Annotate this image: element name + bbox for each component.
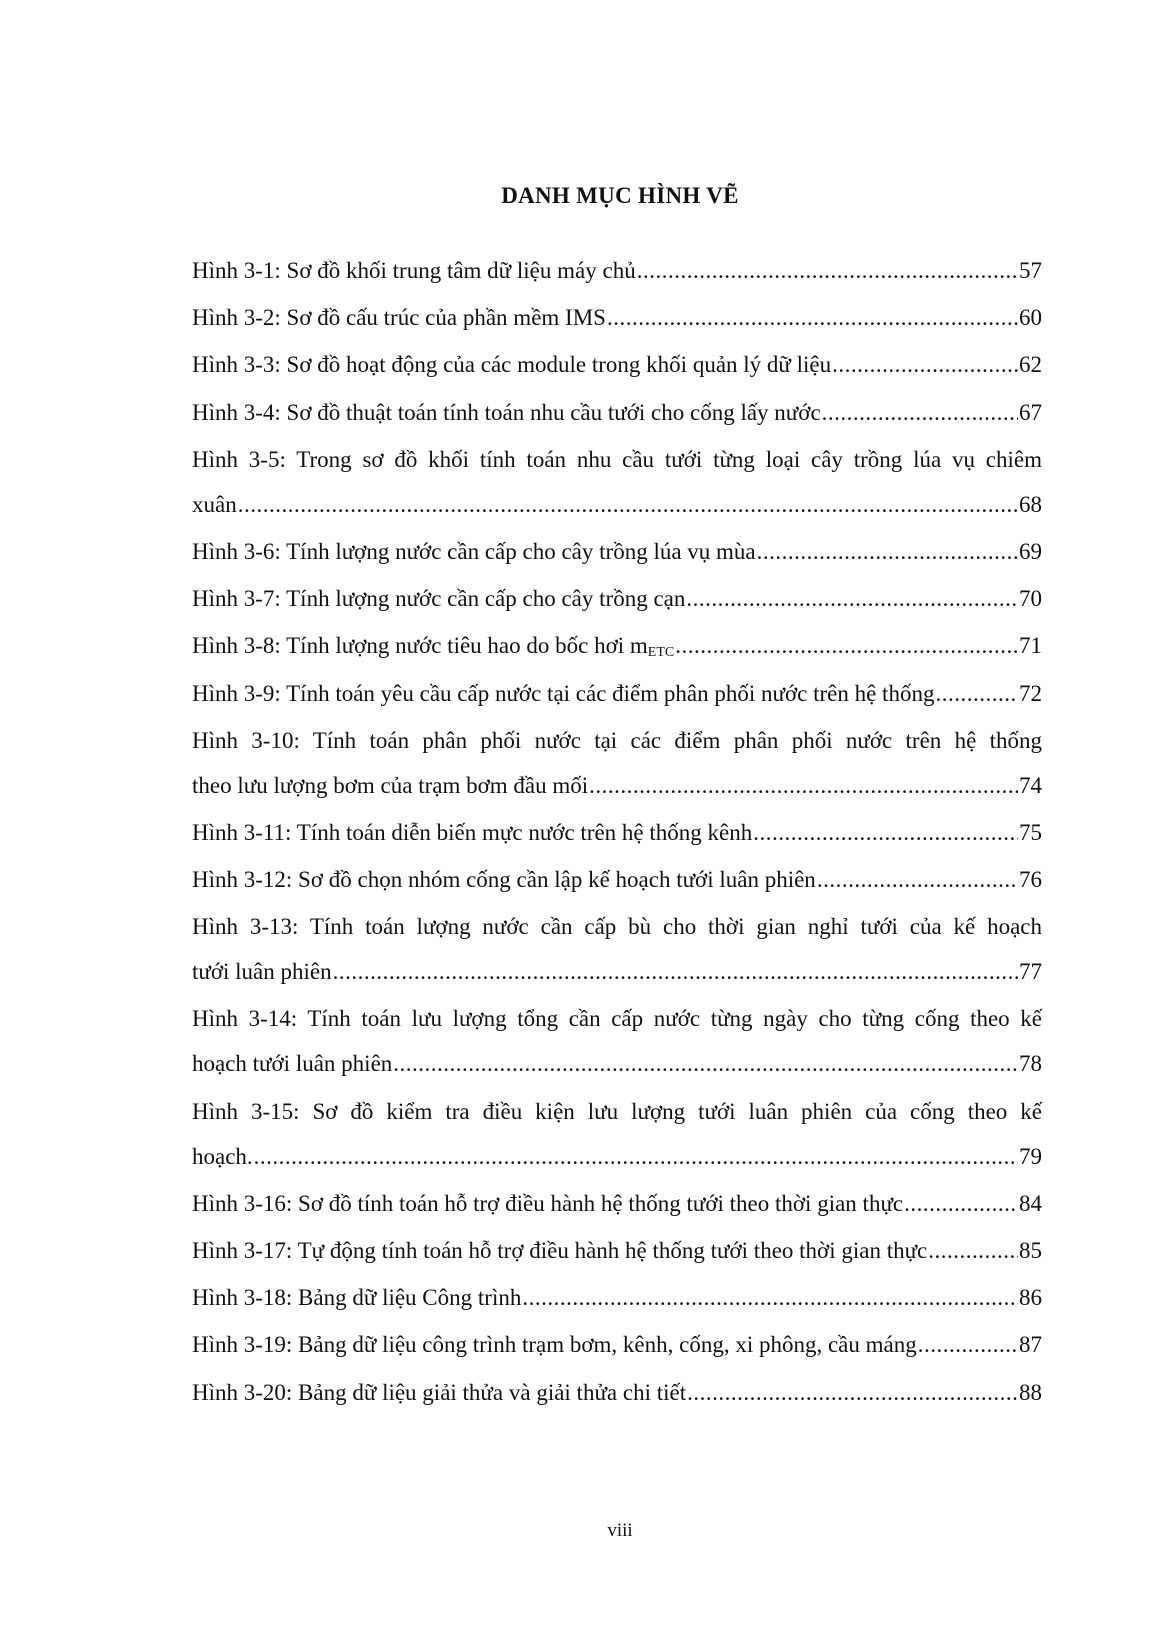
figure-caption bbox=[192, 1275, 521, 1320]
figure-entry[interactable] bbox=[192, 295, 1042, 340]
figure-entry[interactable] bbox=[192, 576, 1042, 621]
figure-entry[interactable] bbox=[192, 623, 1042, 668]
figure-entry-line bbox=[192, 623, 1042, 668]
figure-entry[interactable] bbox=[192, 390, 1042, 435]
page-number: 69 bbox=[1019, 538, 1042, 564]
figure-caption-text: Hình 3-12: Sơ đồ chọn nhóm cống cần lập kế hoạch tưới luân phiên bbox=[192, 867, 816, 893]
figure-entry-first-line: Hình 3-15: Sơ đồ kiểm tra điều kiện lưu lượng tưới luân phiên của cống theo kế bbox=[192, 1098, 1042, 1124]
page-number: 77 bbox=[1019, 959, 1042, 985]
figure-entry[interactable] bbox=[192, 904, 1042, 994]
dot-leader bbox=[637, 248, 1018, 293]
figure-entry[interactable] bbox=[192, 810, 1042, 855]
figure-entry-line bbox=[192, 576, 1042, 621]
figure-entry-line bbox=[192, 1134, 1042, 1179]
figure-caption bbox=[192, 623, 674, 668]
page-number: 68 bbox=[1019, 491, 1042, 517]
dot-leader bbox=[832, 342, 1018, 387]
figure-caption-text: Hình 3-18: Bảng dữ liệu Công trình bbox=[192, 1285, 522, 1311]
dot-leader bbox=[822, 390, 1018, 435]
page-number: 87 bbox=[1019, 1332, 1042, 1358]
figure-caption bbox=[192, 1181, 903, 1226]
figure-caption-text: Hình 3-3: Sơ đồ hoạt động của các module trong khối quản lý dữ liệu bbox=[192, 352, 832, 378]
figure-caption-text: Hình 3-11: Tính toán diễn biến mực nước trên hệ thống kênh bbox=[192, 819, 753, 845]
figure-entry[interactable] bbox=[192, 857, 1042, 902]
figure-caption bbox=[192, 1134, 253, 1179]
dot-leader bbox=[753, 810, 1018, 855]
figure-entry-line bbox=[192, 1181, 1042, 1226]
figure-entry[interactable] bbox=[192, 718, 1042, 808]
page-number: 85 bbox=[1019, 1238, 1042, 1263]
dot-leader bbox=[686, 576, 1018, 621]
figure-entry[interactable] bbox=[192, 996, 1042, 1086]
figure-entry-line bbox=[192, 671, 1042, 716]
page-number: 72 bbox=[1019, 680, 1042, 706]
figure-entry-line bbox=[192, 1228, 1042, 1273]
figure-entry-line bbox=[192, 529, 1042, 574]
figure-entry-line bbox=[192, 1041, 1042, 1086]
figure-entry[interactable] bbox=[192, 1089, 1042, 1179]
dot-leader bbox=[817, 857, 1018, 902]
figure-entry[interactable] bbox=[192, 1322, 1042, 1367]
figure-caption bbox=[192, 482, 237, 527]
figure-entry-line bbox=[192, 949, 1042, 994]
dot-leader bbox=[238, 482, 1018, 527]
figure-entry-line bbox=[192, 857, 1042, 902]
figure-entry[interactable] bbox=[192, 1370, 1042, 1415]
figure-entry-line bbox=[192, 1370, 1042, 1415]
figure-entry[interactable] bbox=[192, 437, 1042, 527]
figure-caption bbox=[192, 390, 821, 435]
figure-caption bbox=[192, 763, 588, 808]
figure-caption-text: hoạch. bbox=[192, 1143, 253, 1169]
page-number: 74 bbox=[1019, 772, 1042, 798]
subscript: ETC bbox=[647, 645, 675, 661]
figure-entry[interactable] bbox=[192, 1275, 1042, 1320]
figure-caption-text: tưới luân phiên bbox=[192, 959, 332, 985]
figure-caption bbox=[192, 949, 332, 994]
figure-caption bbox=[192, 1370, 686, 1415]
figure-entry-first-line: Hình 3-14: Tính toán lưu lượng tổng cần cấp nước từng ngày cho từng cống theo kế bbox=[192, 1006, 1042, 1032]
dot-leader bbox=[607, 295, 1018, 340]
page-number: 57 bbox=[1019, 258, 1042, 283]
figure-caption bbox=[192, 248, 636, 293]
dot-leader bbox=[589, 763, 1018, 808]
figure-entry[interactable] bbox=[192, 248, 1042, 293]
page-number-footer: viii bbox=[607, 1520, 633, 1541]
page-number: 62 bbox=[1019, 352, 1042, 378]
figure-caption-text: Hình 3-8: Tính lượng nước tiêu hao do bốc hơi m bbox=[192, 633, 648, 659]
figure-entry-line bbox=[192, 482, 1042, 527]
figure-caption-text: Hình 3-19: Bảng dữ liệu công trình trạm bơm, kênh, cống, xi phông, cầu máng bbox=[192, 1332, 917, 1358]
dot-leader bbox=[254, 1134, 1018, 1179]
dot-leader bbox=[928, 1228, 1018, 1273]
figure-caption-text: Hình 3-17: Tự động tính toán hỗ trợ điều hành hệ thống tưới theo thời gian thực bbox=[192, 1238, 928, 1263]
figure-entry-line bbox=[192, 810, 1042, 855]
page-number: 71 bbox=[1019, 633, 1042, 659]
figure-caption bbox=[192, 857, 816, 902]
figure-list bbox=[192, 248, 1042, 1417]
figure-caption bbox=[192, 529, 756, 574]
page-number: 76 bbox=[1019, 867, 1042, 893]
figure-caption bbox=[192, 1041, 392, 1086]
figure-caption bbox=[192, 1228, 927, 1273]
page-number: 88 bbox=[1019, 1379, 1042, 1405]
figure-caption-text: Hình 3-7: Tính lượng nước cần cấp cho cây trồng cạn bbox=[192, 586, 686, 612]
page-number: 67 bbox=[1019, 399, 1042, 425]
page-title: DANH MỤC HÌNH VẼ bbox=[501, 183, 739, 208]
figure-caption-text: Hình 3-9: Tính toán yêu cầu cấp nước tại các điểm phân phối nước trên hệ thống bbox=[192, 680, 935, 706]
dot-leader bbox=[687, 1370, 1018, 1415]
page-number: 70 bbox=[1019, 586, 1042, 612]
figure-entry-line bbox=[192, 763, 1042, 808]
page-number: 78 bbox=[1019, 1051, 1042, 1077]
page-number: 86 bbox=[1019, 1285, 1042, 1311]
figure-caption bbox=[192, 1322, 917, 1367]
figure-entry-line bbox=[192, 1275, 1042, 1320]
dot-leader bbox=[757, 529, 1018, 574]
page-number: 75 bbox=[1019, 819, 1042, 845]
figure-entry-line bbox=[192, 1322, 1042, 1367]
dot-leader bbox=[333, 949, 1018, 994]
figure-entry-line bbox=[192, 248, 1042, 293]
figure-caption-text: Hình 3-2: Sơ đồ cấu trúc của phần mềm IMS bbox=[192, 305, 606, 331]
figure-caption-text: Hình 3-4: Sơ đồ thuật toán tính toán nhu cầu tưới cho cống lấy nước bbox=[192, 399, 821, 425]
figure-caption-text: theo lưu lượng bơm của trạm bơm đầu mối bbox=[192, 772, 589, 798]
figure-caption bbox=[192, 295, 606, 340]
figure-caption bbox=[192, 671, 934, 716]
dot-leader bbox=[675, 623, 1018, 668]
dot-leader bbox=[904, 1181, 1018, 1226]
figure-entry-first-line: Hình 3-5: Trong sơ đồ khối tính toán nhu cầu tưới từng loại cây trồng lúa vụ chiêm bbox=[192, 446, 1042, 472]
figure-entry[interactable] bbox=[192, 529, 1042, 574]
figure-caption-text: Hình 3-16: Sơ đồ tính toán hỗ trợ điều hành hệ thống tưới theo thời gian thực bbox=[192, 1190, 904, 1216]
figure-entry-line bbox=[192, 295, 1042, 340]
dot-leader bbox=[393, 1041, 1018, 1086]
figure-entry[interactable] bbox=[192, 342, 1042, 387]
figure-caption-text: Hình 3-20: Bảng dữ liệu giải thửa và giải thửa chi tiết bbox=[192, 1379, 687, 1405]
figure-caption-text: hoạch tưới luân phiên bbox=[192, 1051, 393, 1077]
figure-entry-first-line: Hình 3-10: Tính toán phân phối nước tại các điểm phân phối nước trên hệ thống bbox=[192, 727, 1042, 753]
figure-entry[interactable] bbox=[192, 671, 1042, 716]
page-number: 60 bbox=[1019, 305, 1042, 331]
figure-caption bbox=[192, 576, 685, 621]
figure-entry[interactable] bbox=[192, 1181, 1042, 1226]
figure-entry-line bbox=[192, 390, 1042, 435]
figure-entry-line bbox=[192, 342, 1042, 387]
dot-leader bbox=[918, 1322, 1018, 1367]
figure-caption-text: Hình 3-1: Sơ đồ khối trung tâm dữ liệu máy chủ bbox=[192, 258, 636, 283]
figure-caption-text: xuân bbox=[192, 491, 237, 517]
page-number: 84 bbox=[1019, 1190, 1042, 1216]
figure-entry[interactable] bbox=[192, 1228, 1042, 1273]
figure-caption bbox=[192, 342, 831, 387]
page-number: 79 bbox=[1019, 1143, 1042, 1169]
dot-leader bbox=[522, 1275, 1018, 1320]
figure-entry-first-line: Hình 3-13: Tính toán lượng nước cần cấp bù cho thời gian nghỉ tưới của kế hoạch bbox=[192, 914, 1042, 940]
figure-caption bbox=[192, 810, 752, 855]
dot-leader bbox=[935, 671, 1018, 716]
figure-caption-text: Hình 3-6: Tính lượng nước cần cấp cho cây trồng lúa vụ mùa bbox=[192, 538, 756, 564]
